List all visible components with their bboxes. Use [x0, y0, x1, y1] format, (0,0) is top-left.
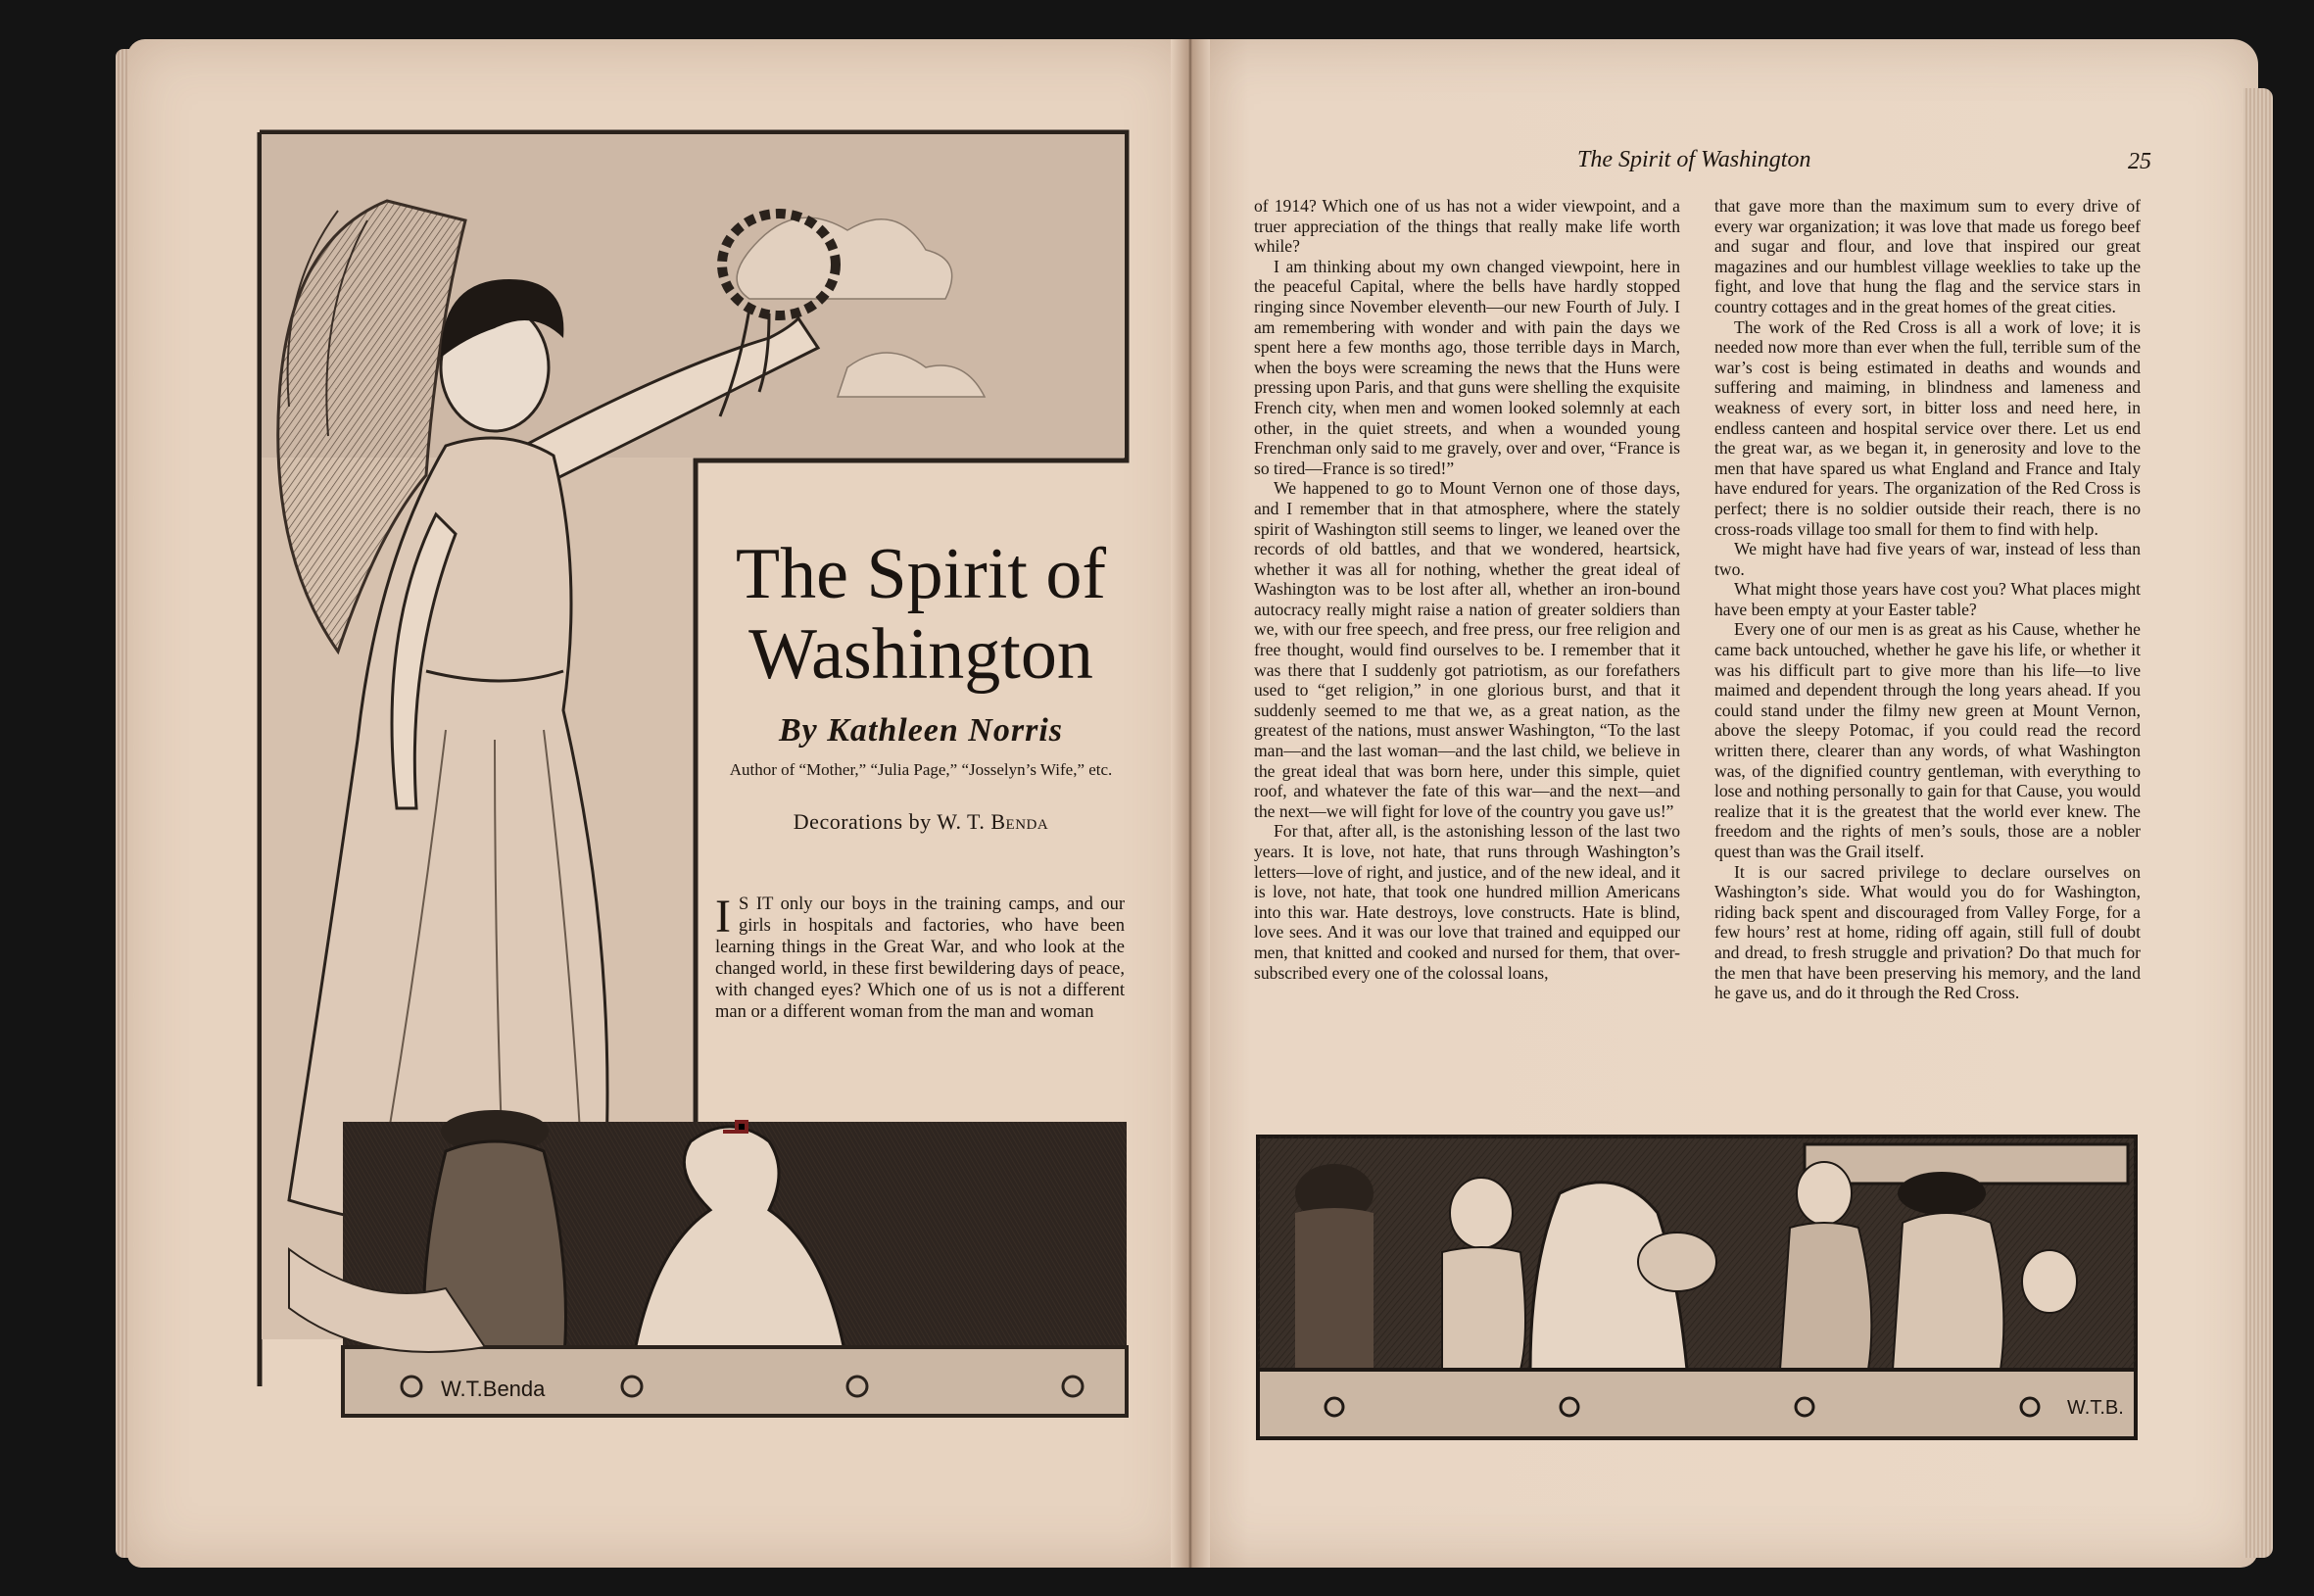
paragraph: What might those years have cost you? What places might have been empty at your Easter table?: [1714, 579, 2141, 619]
book-gutter: [1171, 39, 1210, 1568]
paragraph: I am thinking about my own changed viewpoint, here in the peaceful Capital, where the bells have hardly stopped ringing since November eleventh—our new Fourth of July. I am remembering with wonder and with pain the days we spent here a few months ago, those terrible days in March, when the boys were screaming the news that the Huns were pressing upon Paris, and that guns were shelling the exquisite French city, when men and women looked solemnly at each other, in the quiet streets, and when a wounded young Frenchman only said to me gravely, over and over, “France is so tired—France is so tired!”: [1254, 256, 1680, 478]
decorations-credit: [720, 809, 1122, 835]
illustration-signature-left: W.T.Benda: [441, 1377, 546, 1401]
text-column-1: [1254, 196, 1680, 983]
article-title-block: [720, 534, 1122, 835]
right-page-edge: [2243, 88, 2273, 1558]
paragraph: It is our sacred privilege to declare ourselves on Washington’s side. What would you do for Washington, riding back spent and discouraged from Valley Forge, for a few hours’ rest at home, riding off again, still full of doubt and dread, to fresh struggle and privation? Do that much for the men that have been preserving his memory, and the land he gave us, and do it through the Red Cross.: [1714, 861, 2141, 1003]
text-column-2: [1714, 196, 2141, 1003]
author-credits: Author of “Mother,” “Julia Page,” “Josselyn’s Wife,” etc.: [729, 760, 1113, 779]
illustration-signature-right: W.T.B.: [2067, 1397, 2124, 1419]
byline: By Kathleen Norris: [778, 712, 1064, 749]
decorations-prefix: Decorations by W. T.: [793, 809, 991, 834]
paragraph: of 1914? Which one of us has not a wider viewpoint, and a truer appreciation of the things that really make life worth while?: [1254, 196, 1680, 257]
page-number: 25: [2128, 149, 2151, 174]
paragraph: The work of the Red Cross is all a work of love; it is needed now more than ever when the full, terrible sum of the war’s cost is being estimated in deaths and wounds and suffering and maiming, in blindness and lameness and weakness of every sort, in bitter loss and need here, in endless canteen and hospital service over there. Let us end the great war, as we began it, in generosity and love to the men that have spared us what England and France and Italy have endured for years. The organization of the Red Cross is perfect; there is no soldier outside their reach, there is no cross-roads village too small for them to find with help.: [1714, 316, 2141, 539]
title-line-2: Washington: [748, 614, 1093, 695]
intro-paragraph: [715, 891, 1125, 1023]
drop-cap: I: [715, 891, 731, 943]
article-title: [720, 534, 1122, 695]
paragraph: that gave more than the maximum sum to every drive of every war organization; it was love that made us forego beef and sugar and flour, and love that inspired our great magazines and our humblest village weeklies to take up the fight, and love that hung the flag and the service stars in country cottages and in the great homes of the great cities.: [1714, 196, 2141, 316]
intro-text: S IT only our boys in the training camps, and our girls in hospitals and factories, who have been learning things in the Great War, and who look at the changed world, in these first bewildering days of peace, with changed eyes? Which one of us is not a different man or a different woman from the man and woman: [715, 895, 1125, 1022]
paragraph: Every one of our men is as great as his Cause, whether he came back untouched, whether he gave his life, or whether it was his difficult part to give more than his life—to live maimed and dependent through the long years ahead. If you could stand under the filmy new green at Mount Vernon, above the sleepy Potomac, if you could read the record written there, clearer than any words, of what Washington was, of the dignified country gentleman, with everything to lose and nothing personally to gain for that Cause, you would realize that it is the greatest that the world ever knew. The freedom and the rights of men’s souls, those are a nobler quest than was the Grail itself.: [1714, 619, 2141, 861]
paragraph: For that, after all, is the astonishing lesson of the last two years. It is love, not hate, that runs through Washington’s letters—love of right, and justice, and of the new ideal, and it is love, not hate, that took one hundred million Americans into this war. Hate destroys, love constructs. Hate is blind, love sees. And it was our love that trained and equipped our men, that knitted and cooked and nursed for them, that over-subscribed every one of the colossal loans,: [1254, 821, 1680, 983]
crowd-illustration: [1256, 1135, 2138, 1477]
title-line-1: The Spirit of: [735, 534, 1107, 614]
paragraph: We happened to go to Mount Vernon one of those days, and I remember that in that atmosphere, where the stately spirit of Washington still seems to linger, we leaned over the records of old battles, and that we wondered, heartsick, whether it was all for nothing, whether the great ideal of Washington was to be lost after all, whether an iron-bound autocracy really might raise a nation of greater soldiers than we, with our free speech, and free press, our free religion and free thought, would find ourselves to be. I remember that it was there that I suddenly got patriotism, as our forefathers used to “get religion,” in one glorious burst, and that it suddenly seemed to me that we, as a great nation, as the greatest of the nations, must answer Washington, “To the last man—and the last woman—and the last child, we believe in the great ideal that was born here, under this simple, quiet roof, and whatever the fate of this war—and the next—and the next—we will fight for love of the country you gave us!”: [1254, 478, 1680, 821]
paragraph: We might have had five years of war, instead of less than two.: [1714, 539, 2141, 579]
running-head: The Spirit of Washington: [1577, 147, 1811, 172]
decorations-name: Benda: [990, 809, 1049, 834]
